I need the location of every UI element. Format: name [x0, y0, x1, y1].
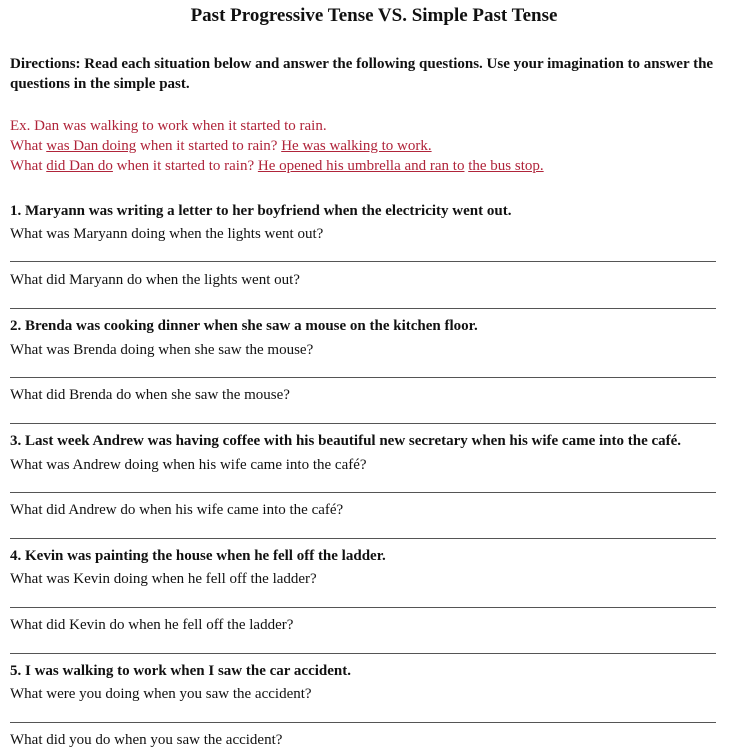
answer-line-3b[interactable]	[10, 538, 716, 539]
question-1-heading: 1. Maryann was writing a letter to her boyfriend when the electricity went out.	[10, 203, 512, 219]
question-2-progressive: What was Brenda doing when she saw the mouse?	[10, 342, 314, 358]
question-5-simple: What did you do when you saw the accident?	[10, 732, 283, 748]
question-1-simple: What did Maryann do when the lights went out?	[10, 272, 300, 288]
example-line-2: What was Dan doing when it started to rain? He was walking to work.	[10, 138, 432, 154]
example-line-1: Ex. Dan was walking to work when it started to rain.	[10, 118, 327, 134]
example-underline: did Dan do	[46, 158, 113, 174]
question-5-progressive: What were you doing when you saw the accident?	[10, 686, 312, 702]
example-line-3: What did Dan do when it started to rain? He opened his umbrella and ran to the bus stop.	[10, 158, 544, 174]
answer-line-1a[interactable]	[10, 261, 716, 262]
question-5-heading: 5. I was walking to work when I saw the car accident.	[10, 663, 351, 679]
question-3-heading: 3. Last week Andrew was having coffee with his beautiful new secretary when his wife came into the café.	[10, 433, 682, 449]
question-2-heading: 2. Brenda was cooking dinner when she saw a mouse on the kitchen floor.	[10, 318, 478, 334]
answer-line-4a[interactable]	[10, 607, 716, 608]
question-4-simple: What did Kevin do when he fell off the ladder?	[10, 617, 294, 633]
example-answer: He opened his umbrella and ran to	[257, 158, 465, 174]
question-3-simple: What did Andrew do when his wife came into the café?	[10, 502, 344, 518]
question-1-progressive: What was Maryann doing when the lights went out?	[10, 226, 324, 242]
example-block	[10, 116, 544, 176]
example-underline: was Dan doing	[46, 138, 137, 154]
answer-line-2b[interactable]	[10, 423, 716, 424]
answer-line-3a[interactable]	[10, 492, 716, 493]
answer-line-4b[interactable]	[10, 653, 716, 654]
answer-line-1b[interactable]	[10, 308, 716, 309]
answer-line-5a[interactable]	[10, 722, 716, 723]
page-title: Past Progressive Tense VS. Simple Past Tense	[190, 5, 558, 26]
directions: Directions: Read each situation below and answer the following questions. Use your imagination to answer the questions in the simple past.	[10, 56, 714, 92]
question-4-heading: 4. Kevin was painting the house when he fell off the ladder.	[10, 548, 386, 564]
example-answer: the bus stop.	[468, 158, 544, 174]
example-answer: He was walking to work.	[281, 138, 432, 154]
question-3-progressive: What was Andrew doing when his wife came into the café?	[10, 457, 367, 473]
question-4-progressive: What was Kevin doing when he fell off the ladder?	[10, 571, 317, 587]
question-2-simple: What did Brenda do when she saw the mouse?	[10, 387, 290, 403]
answer-line-2a[interactable]	[10, 377, 716, 378]
